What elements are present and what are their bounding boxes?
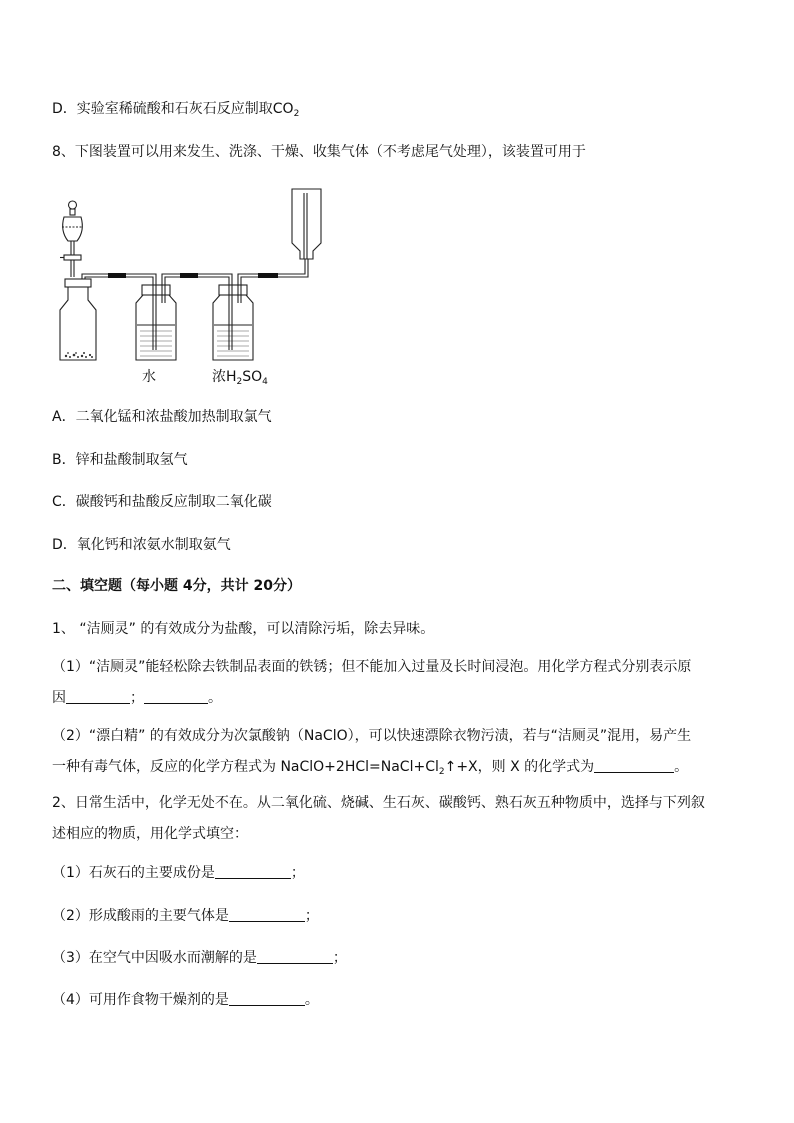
q8-option-b: B．锌和盐酸制取氢气	[52, 452, 188, 468]
gas-apparatus-figure	[48, 185, 338, 365]
fill2-item-1: （1）石灰石的主要成份是 ；	[52, 865, 305, 881]
q8-option-d: D．氧化钙和浓氨水制取氨气	[52, 537, 231, 553]
label-conc-sulfuric-acid: 浓$H_2SO_4$	[212, 369, 268, 387]
section-title: 二、填空题（每小题 4分，共计 20分）	[52, 578, 301, 594]
fill2-item-2: （2）形成酸雨的主要气体是 ；	[52, 908, 319, 924]
q8-option-a: A．二氧化锰和浓盐酸加热制取氯气	[52, 409, 272, 425]
fill1-part2: （2）“漂白精” 的有效成分为次氯酸钠（NaClO），可以快速漂除衣物污渍，若与“洁厕灵”混用，易产生 一种有毒气体，反应的化学方程式为 $NaClO+2HCl=NaCl+Cl_2↑+X$，则 X 的化学式为 。	[52, 728, 692, 777]
collection-bottle	[292, 189, 321, 259]
generator-flask	[60, 279, 96, 360]
fill2-item-4: （4）可用作食物干燥剂的是 。	[52, 992, 319, 1008]
answer-blank[interactable]	[215, 864, 291, 879]
answer-blank[interactable]	[229, 907, 305, 922]
answer-blank[interactable]	[66, 689, 130, 704]
fill2-item-3: （3）在空气中因吸水而潮解的是 ；	[52, 950, 347, 966]
answer-blank[interactable]	[229, 991, 305, 1006]
separatory-funnel	[60, 201, 83, 277]
q8-stem: 8、下图装置可以用来发生、洗涤、干燥、收集气体（不考虑尾气处理），该装置可用于	[52, 144, 586, 160]
wash-bottle-water	[136, 285, 176, 360]
fill2-stem: 2、日常生活中，化学无处不在。从二氧化硫、烧碱、生石灰、碳酸钙、熟石灰五种物质中，选择与下列叙 述相应的物质，用化学式填空：	[52, 795, 705, 842]
q7-option-d: D．实验室稀硫酸和石灰石反应制取$CO_2$	[52, 101, 300, 119]
answer-blank[interactable]	[257, 949, 333, 964]
fill1-stem: 1、 “洁厕灵” 的有效成分为盐酸，可以清除污垢，除去异味。	[52, 621, 435, 637]
q8-option-c: C．碳酸钙和盐酸反应制取二氧化碳	[52, 494, 272, 510]
label-water: 水	[142, 369, 156, 385]
fill1-part1: （1）“洁厕灵”能轻松除去铁制品表面的铁锈；但不能加入过量及长时间浸泡。用化学方程式分别表示原 因 ； 。	[52, 659, 692, 706]
answer-blank[interactable]	[594, 758, 674, 773]
answer-blank[interactable]	[144, 689, 208, 704]
wash-bottle-sulfuric-acid	[213, 285, 253, 360]
